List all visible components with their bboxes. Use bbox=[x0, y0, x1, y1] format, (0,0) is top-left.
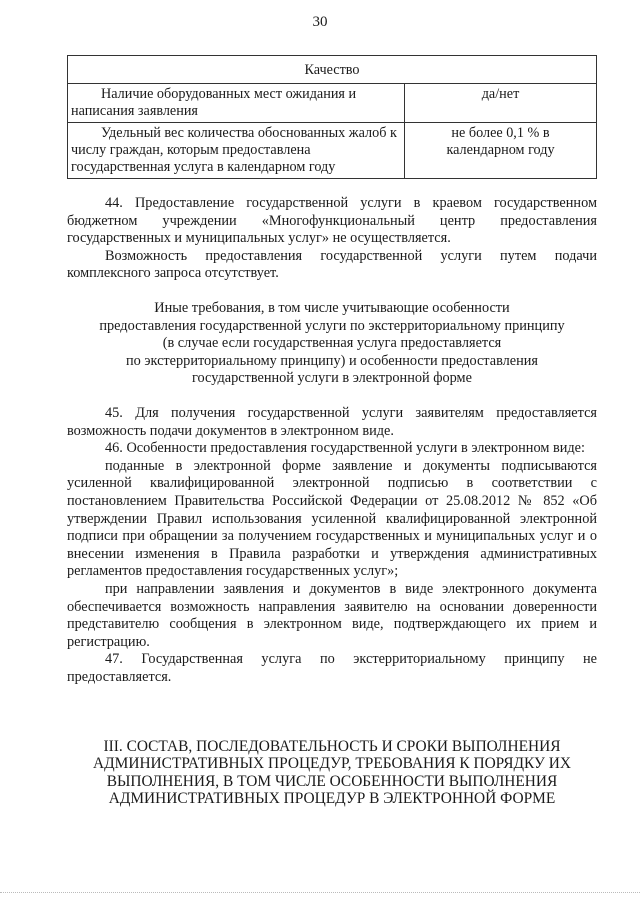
paragraph-46: 46. Особенности предоставления государственной услуги в электронном виде: bbox=[105, 440, 585, 457]
section-heading-line: АДМИНИСТРАТИВНЫХ ПРОЦЕДУР В ЭЛЕКТРОННОЙ ФОРМЕ bbox=[108, 790, 556, 808]
quality-table-header: Качество bbox=[68, 56, 597, 84]
paragraph-44b: Возможность предоставления государственной услуги путем подачи комплексного запроса отсутствует. bbox=[67, 247, 597, 282]
section-heading-line: АДМИНИСТРАТИВНЫХ ПРОЦЕДУР, ТРЕБОВАНИЯ К ПОРЯДКУ ИХ bbox=[93, 755, 571, 773]
indicator-text: Наличие оборудованных мест ожидания и написания заявления bbox=[71, 86, 357, 119]
paragraph-46a: поданные в электронной форме заявление и документы подписываются усиленной квалифицированной электронной подписью в соответствии с постановлением Правительства Российской Федерации от 25.08.2012 № 852 «Об утверждении Правил использования усиленной квалифицированной электронной подписи при обращении за получением государственных и муниципальных услуг и о внесении изменения в Правила разработки и утверждения административных регламентов предоставления государственных услуг»; bbox=[67, 457, 597, 580]
body-text-main bbox=[67, 405, 597, 687]
section-heading-line: III. СОСТАВ, ПОСЛЕДОВАТЕЛЬНОСТЬ И СРОКИ ВЫПОЛНЕНИЯ bbox=[103, 738, 561, 755]
indicator-cell bbox=[68, 123, 405, 179]
subheading-line: по экстерриториальному принципу) и особенности предоставления bbox=[125, 352, 538, 369]
value-cell: да/нет bbox=[405, 84, 597, 123]
table-row bbox=[68, 84, 597, 123]
table-row bbox=[68, 123, 597, 179]
subheading-line: государственной услуги в электронной форме bbox=[192, 370, 472, 387]
value-cell bbox=[405, 123, 597, 179]
body-text-top bbox=[67, 195, 597, 283]
scan-artifact-line bbox=[0, 892, 640, 894]
paragraph-45: 45. Для получения государственной услуги заявителям предоставляется возможность подачи документов в электронном виде. bbox=[67, 405, 597, 439]
page-number: 30 bbox=[312, 14, 328, 30]
indicator-cell bbox=[68, 84, 405, 123]
section-heading bbox=[67, 738, 597, 808]
paragraph-44: 44. Предоставление государственной услуги в краевом государственном бюджетном учреждении «Многофункциональный центр предоставления государственных и муниципальных услуг» не осуществляется. bbox=[67, 195, 597, 247]
paragraph-46b: при направлении заявления и документов в виде электронного документа обеспечивается возможность направления заявителю на основании доверенности представителю сообщения в электронном виде, подтверждающего их прием и регистрацию. bbox=[67, 580, 597, 650]
paragraph-47: 47. Государственная услуга по экстерриториальному принципу не предоставляется. bbox=[67, 651, 597, 685]
value-text: не более 0,1 % в календарном году bbox=[446, 125, 555, 158]
subheading-line: (в случае если государственная услуга предоставляется bbox=[162, 335, 502, 352]
section-heading-line: ВЫПОЛНЕНИЯ, В ТОМ ЧИСЛЕ ОСОБЕННОСТИ ВЫПОЛНЕНИЯ bbox=[106, 772, 558, 790]
quality-table-header-row bbox=[68, 56, 597, 84]
subheading-line: Иные требования, в том числе учитывающие особенности bbox=[154, 300, 510, 316]
indicator-text: Удельный вес количества обоснованных жалоб к числу граждан, которым предоставлена государственная услуга в календарном году bbox=[71, 125, 397, 175]
subheading-line: предоставления государственной услуги по экстерриториальному принципу bbox=[99, 317, 565, 334]
quality-table bbox=[67, 55, 597, 179]
subheading bbox=[67, 300, 597, 388]
